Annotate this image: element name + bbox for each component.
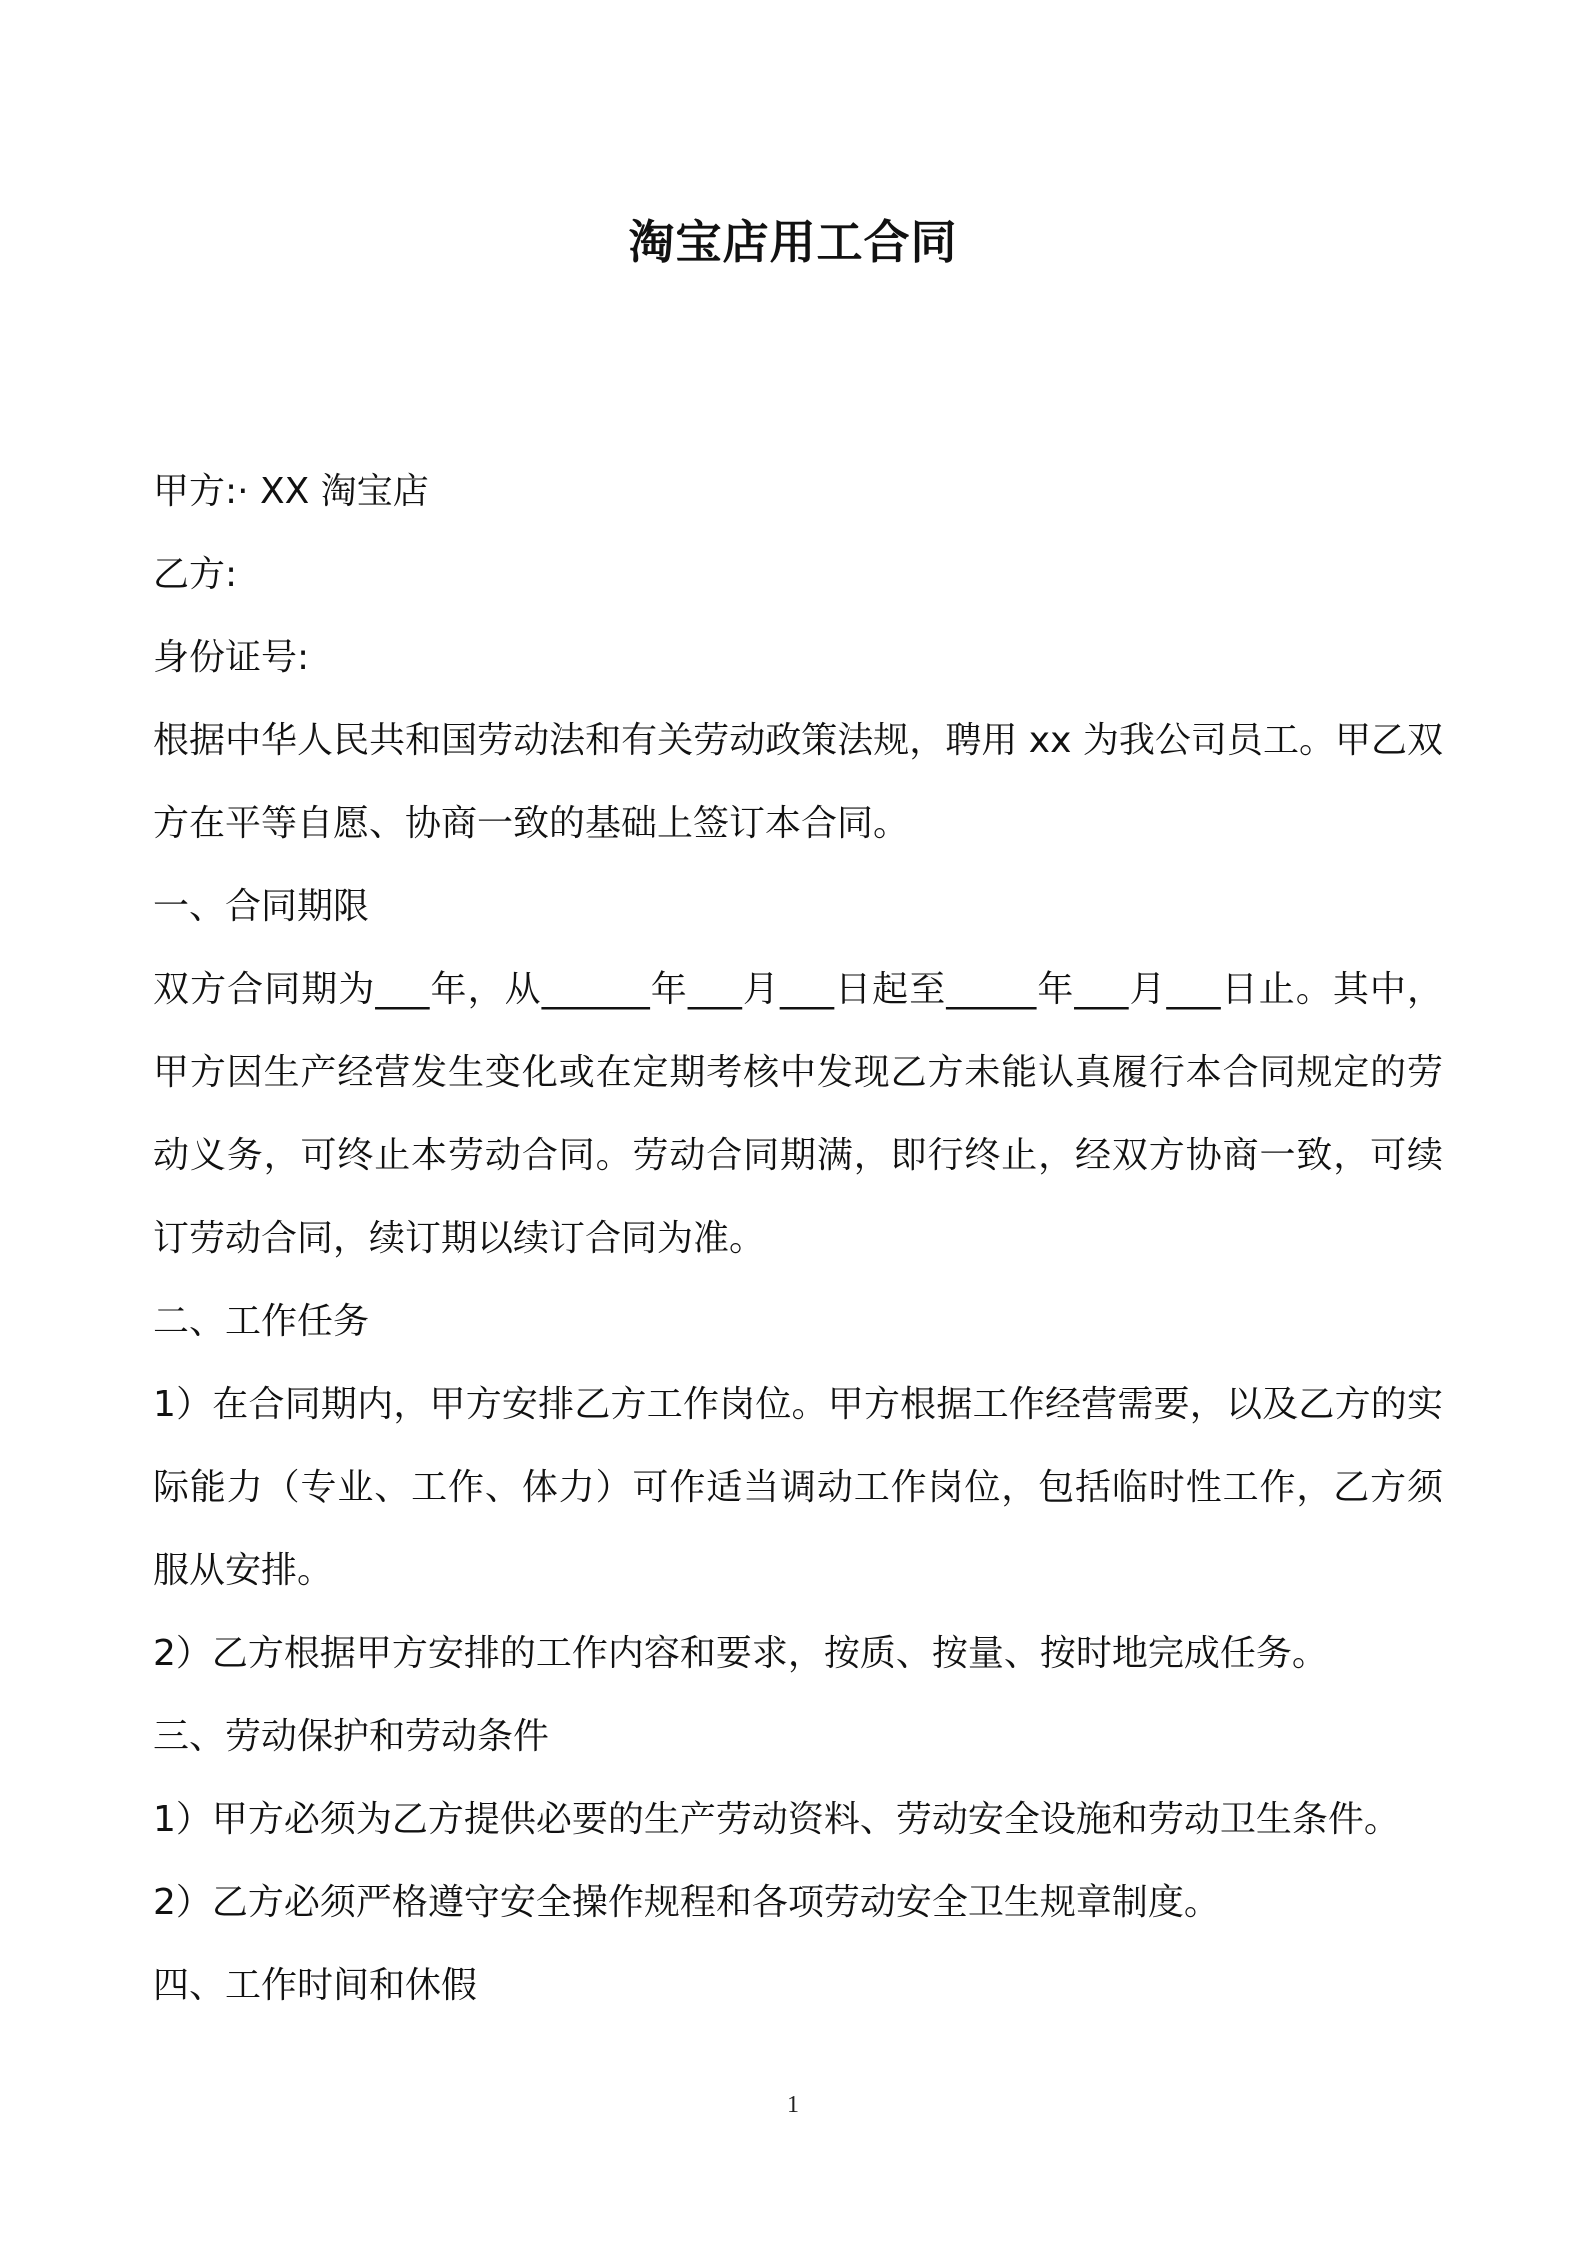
work-tasks-item-2: 2）乙方根据甲方安排的工作内容和要求，按质、按量、按时地完成任务。	[153, 1633, 1328, 1674]
page-number: 1	[787, 2092, 799, 2118]
preamble-paragraph: 根据中华人民共和国劳动法和有关劳动政策法规，聘用 xx 为我公司员工。甲乙双方在平等自愿、协商一致的基础上签订本合同。	[153, 720, 1443, 844]
section-heading-working-hours: 四、工作时间和休假	[153, 1965, 478, 2006]
document-body	[153, 450, 1443, 2027]
labor-protection-item-1: 1）甲方必须为乙方提供必要的生产劳动资料、劳动安全设施和劳动卫生条件。	[153, 1799, 1400, 1840]
work-tasks-item-1: 1）在合同期内，甲方安排乙方工作岗位。甲方根据工作经营需要，以及乙方的实际能力（专业、工作、体力）可作适当调动工作岗位，包括临时性工作，乙方须服从安排。	[153, 1384, 1443, 1591]
contract-term-paragraph: 双方合同期为___年，从______年___月___日起至_____年___月___日止。其中，甲方因生产经营发生变化或在定期考核中发现乙方未能认真履行本合同规定的劳动义务，可终止本劳动合同。劳动合同期满，即行终止，经双方协商一致，可续订劳动合同，续订期以续订合同为准。	[153, 969, 1443, 1259]
party-b-line: 乙方:	[153, 554, 238, 595]
party-a-line: 甲方:· XX 淘宝店	[153, 471, 429, 512]
section-heading-labor-protection: 三、劳动保护和劳动条件	[153, 1716, 550, 1757]
section-heading-contract-term: 一、合同期限	[153, 886, 370, 927]
labor-protection-item-2: 2）乙方必须严格遵守安全操作规程和各项劳动安全卫生规章制度。	[153, 1882, 1220, 1923]
section-heading-work-tasks: 二、工作任务	[153, 1301, 370, 1342]
id-number-line: 身份证号:	[153, 637, 310, 678]
document-title: 淘宝店用工合同	[628, 215, 958, 269]
